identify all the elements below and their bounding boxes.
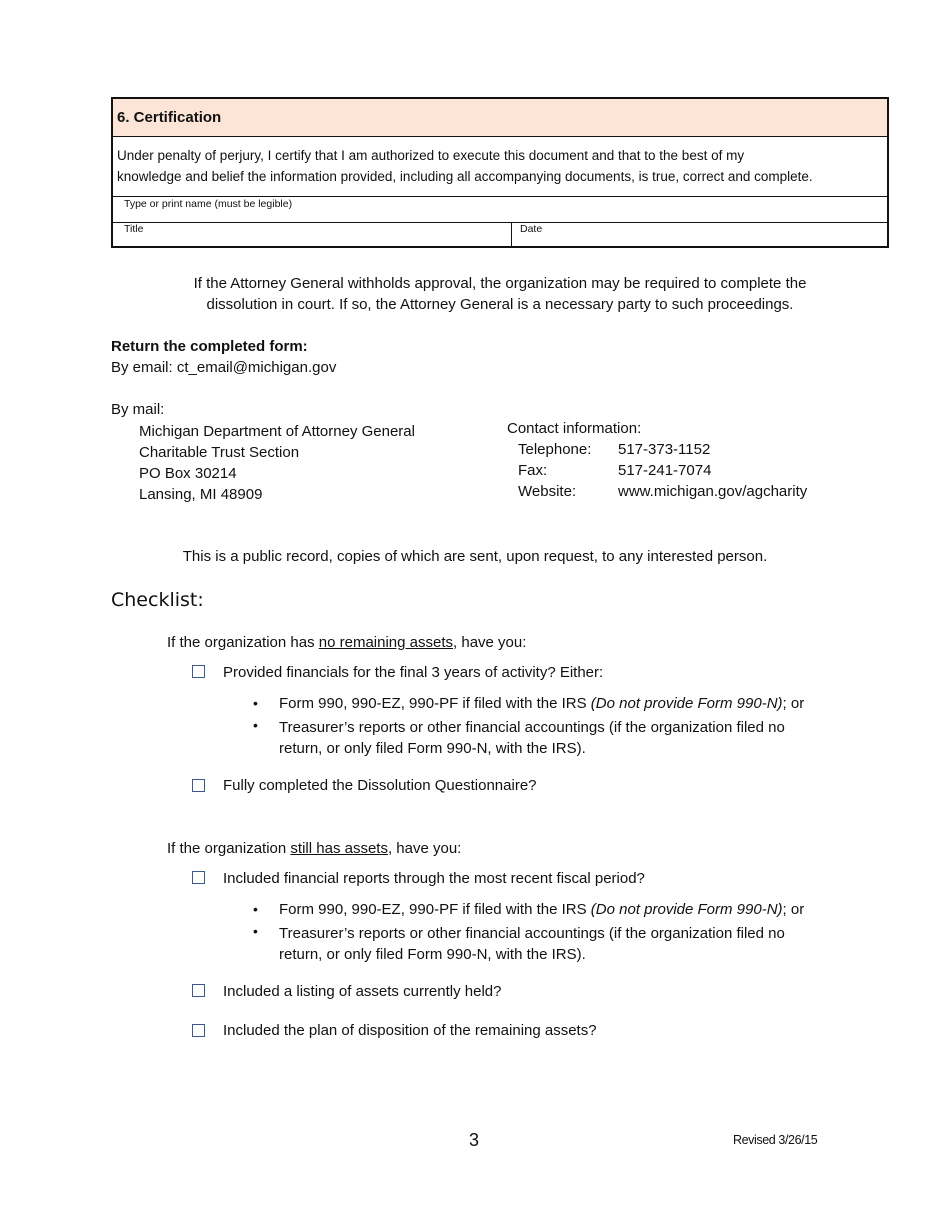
contact-heading: Contact information:	[507, 420, 642, 437]
intro-text: If the organization	[167, 840, 291, 857]
treasurer-reports-option	[279, 717, 785, 759]
form-990-n-note: (Do not provide Form 990-N)	[590, 695, 783, 712]
title-date-row	[113, 223, 887, 247]
treasurer-reports-line2: return, or only filed Form 990-N, with the IRS).	[279, 946, 586, 963]
revision-date: Revised 3/26/15	[733, 1133, 818, 1147]
certification-heading: 6. Certification	[113, 99, 887, 137]
questionnaire-checkbox[interactable]	[192, 779, 205, 792]
financial-reports-checkbox[interactable]	[192, 871, 205, 884]
disposition-plan-label: Included the plan of disposition of the remaining assets?	[223, 1022, 597, 1039]
mail-address	[139, 421, 415, 505]
treasurer-reports-line1: Treasurer’s reports or other financial accountings (if the organization filed no	[279, 925, 785, 942]
name-field-label: Type or print name (must be legible)	[124, 198, 293, 210]
date-field-label: Date	[520, 223, 543, 235]
intro-text: If the organization has	[167, 634, 319, 651]
name-field[interactable]	[113, 198, 887, 223]
treasurer-reports-line2: return, or only filed Form 990-N, with the IRS).	[279, 740, 586, 757]
still-has-assets-underlined: still has assets	[290, 840, 388, 857]
fax-label: Fax:	[518, 462, 548, 479]
form-990-text: Form 990, 990-EZ, 990-PF if filed with the IRS	[279, 901, 591, 918]
no-remaining-assets-underlined: no remaining assets	[318, 634, 454, 651]
final-financials-checkbox[interactable]	[192, 665, 205, 678]
checklist-heading: Checklist:	[111, 589, 204, 611]
title-field-label: Title	[124, 223, 144, 235]
form-990-or: ; or	[782, 901, 805, 918]
date-field[interactable]	[512, 223, 887, 247]
disposition-plan-checkbox[interactable]	[192, 1024, 205, 1037]
page-number: 3	[469, 1130, 480, 1150]
form-990-option	[279, 901, 804, 918]
website-link[interactable]: www.michigan.gov/agcharity	[618, 483, 808, 500]
certification-statement-line1: Under penalty of perjury, I certify that I am authorized to execute this document and that to the best of my	[117, 148, 745, 163]
bullet-icon: •	[253, 695, 258, 711]
address-line: PO Box 30214	[139, 465, 237, 482]
form-990-n-note: (Do not provide Form 990-N)	[590, 901, 783, 918]
asset-listing-checkbox[interactable]	[192, 984, 205, 997]
questionnaire-label: Fully completed the Dissolution Questionnaire?	[223, 777, 537, 794]
bullet-icon: •	[253, 901, 258, 917]
bullet-icon: •	[253, 717, 258, 733]
certification-statement	[113, 137, 887, 197]
public-record-note: This is a public record, copies of which are sent, upon request, to any interested person.	[182, 548, 768, 565]
final-financials-label: Provided financials for the final 3 years of activity? Either:	[223, 664, 604, 681]
approval-notice-line2: dissolution in court. If so, the Attorney General is a necessary party to such proceedings.	[206, 296, 794, 313]
return-heading: Return the completed form:	[111, 338, 308, 355]
no-assets-intro	[167, 634, 526, 651]
has-assets-intro	[167, 840, 461, 857]
website-label: Website:	[518, 483, 577, 500]
form-990-option	[279, 695, 804, 712]
certification-section	[111, 97, 889, 248]
form-990-text: Form 990, 990-EZ, 990-PF if filed with the IRS	[279, 695, 591, 712]
address-line: Michigan Department of Attorney General	[139, 423, 415, 440]
return-mail-label: By mail:	[111, 401, 165, 418]
form-990-or: ; or	[782, 695, 805, 712]
return-email: By email: ct_email@michigan.gov	[111, 359, 337, 376]
intro-text-end: , have you:	[387, 840, 462, 857]
approval-notice-line1: If the Attorney General withholds approval, the organization may be required to complete the	[193, 275, 807, 292]
address-line: Lansing, MI 48909	[139, 486, 263, 503]
bullet-icon: •	[253, 923, 258, 939]
approval-notice	[100, 273, 900, 315]
treasurer-reports-option	[279, 923, 785, 965]
intro-text-end: , have you:	[453, 634, 527, 651]
title-field[interactable]	[113, 223, 512, 247]
telephone-label: Telephone:	[518, 441, 592, 458]
financial-reports-label: Included financial reports through the most recent fiscal period?	[223, 870, 645, 887]
telephone-value: 517-373-1152	[618, 441, 711, 458]
treasurer-reports-line1: Treasurer’s reports or other financial accountings (if the organization filed no	[279, 719, 785, 736]
asset-listing-label: Included a listing of assets currently held?	[223, 983, 502, 1000]
fax-value: 517-241-7074	[618, 462, 712, 479]
certification-statement-line2: knowledge and belief the information provided, including all accompanying documents, is true, correct and complete.	[117, 169, 813, 184]
address-line: Charitable Trust Section	[139, 444, 300, 461]
